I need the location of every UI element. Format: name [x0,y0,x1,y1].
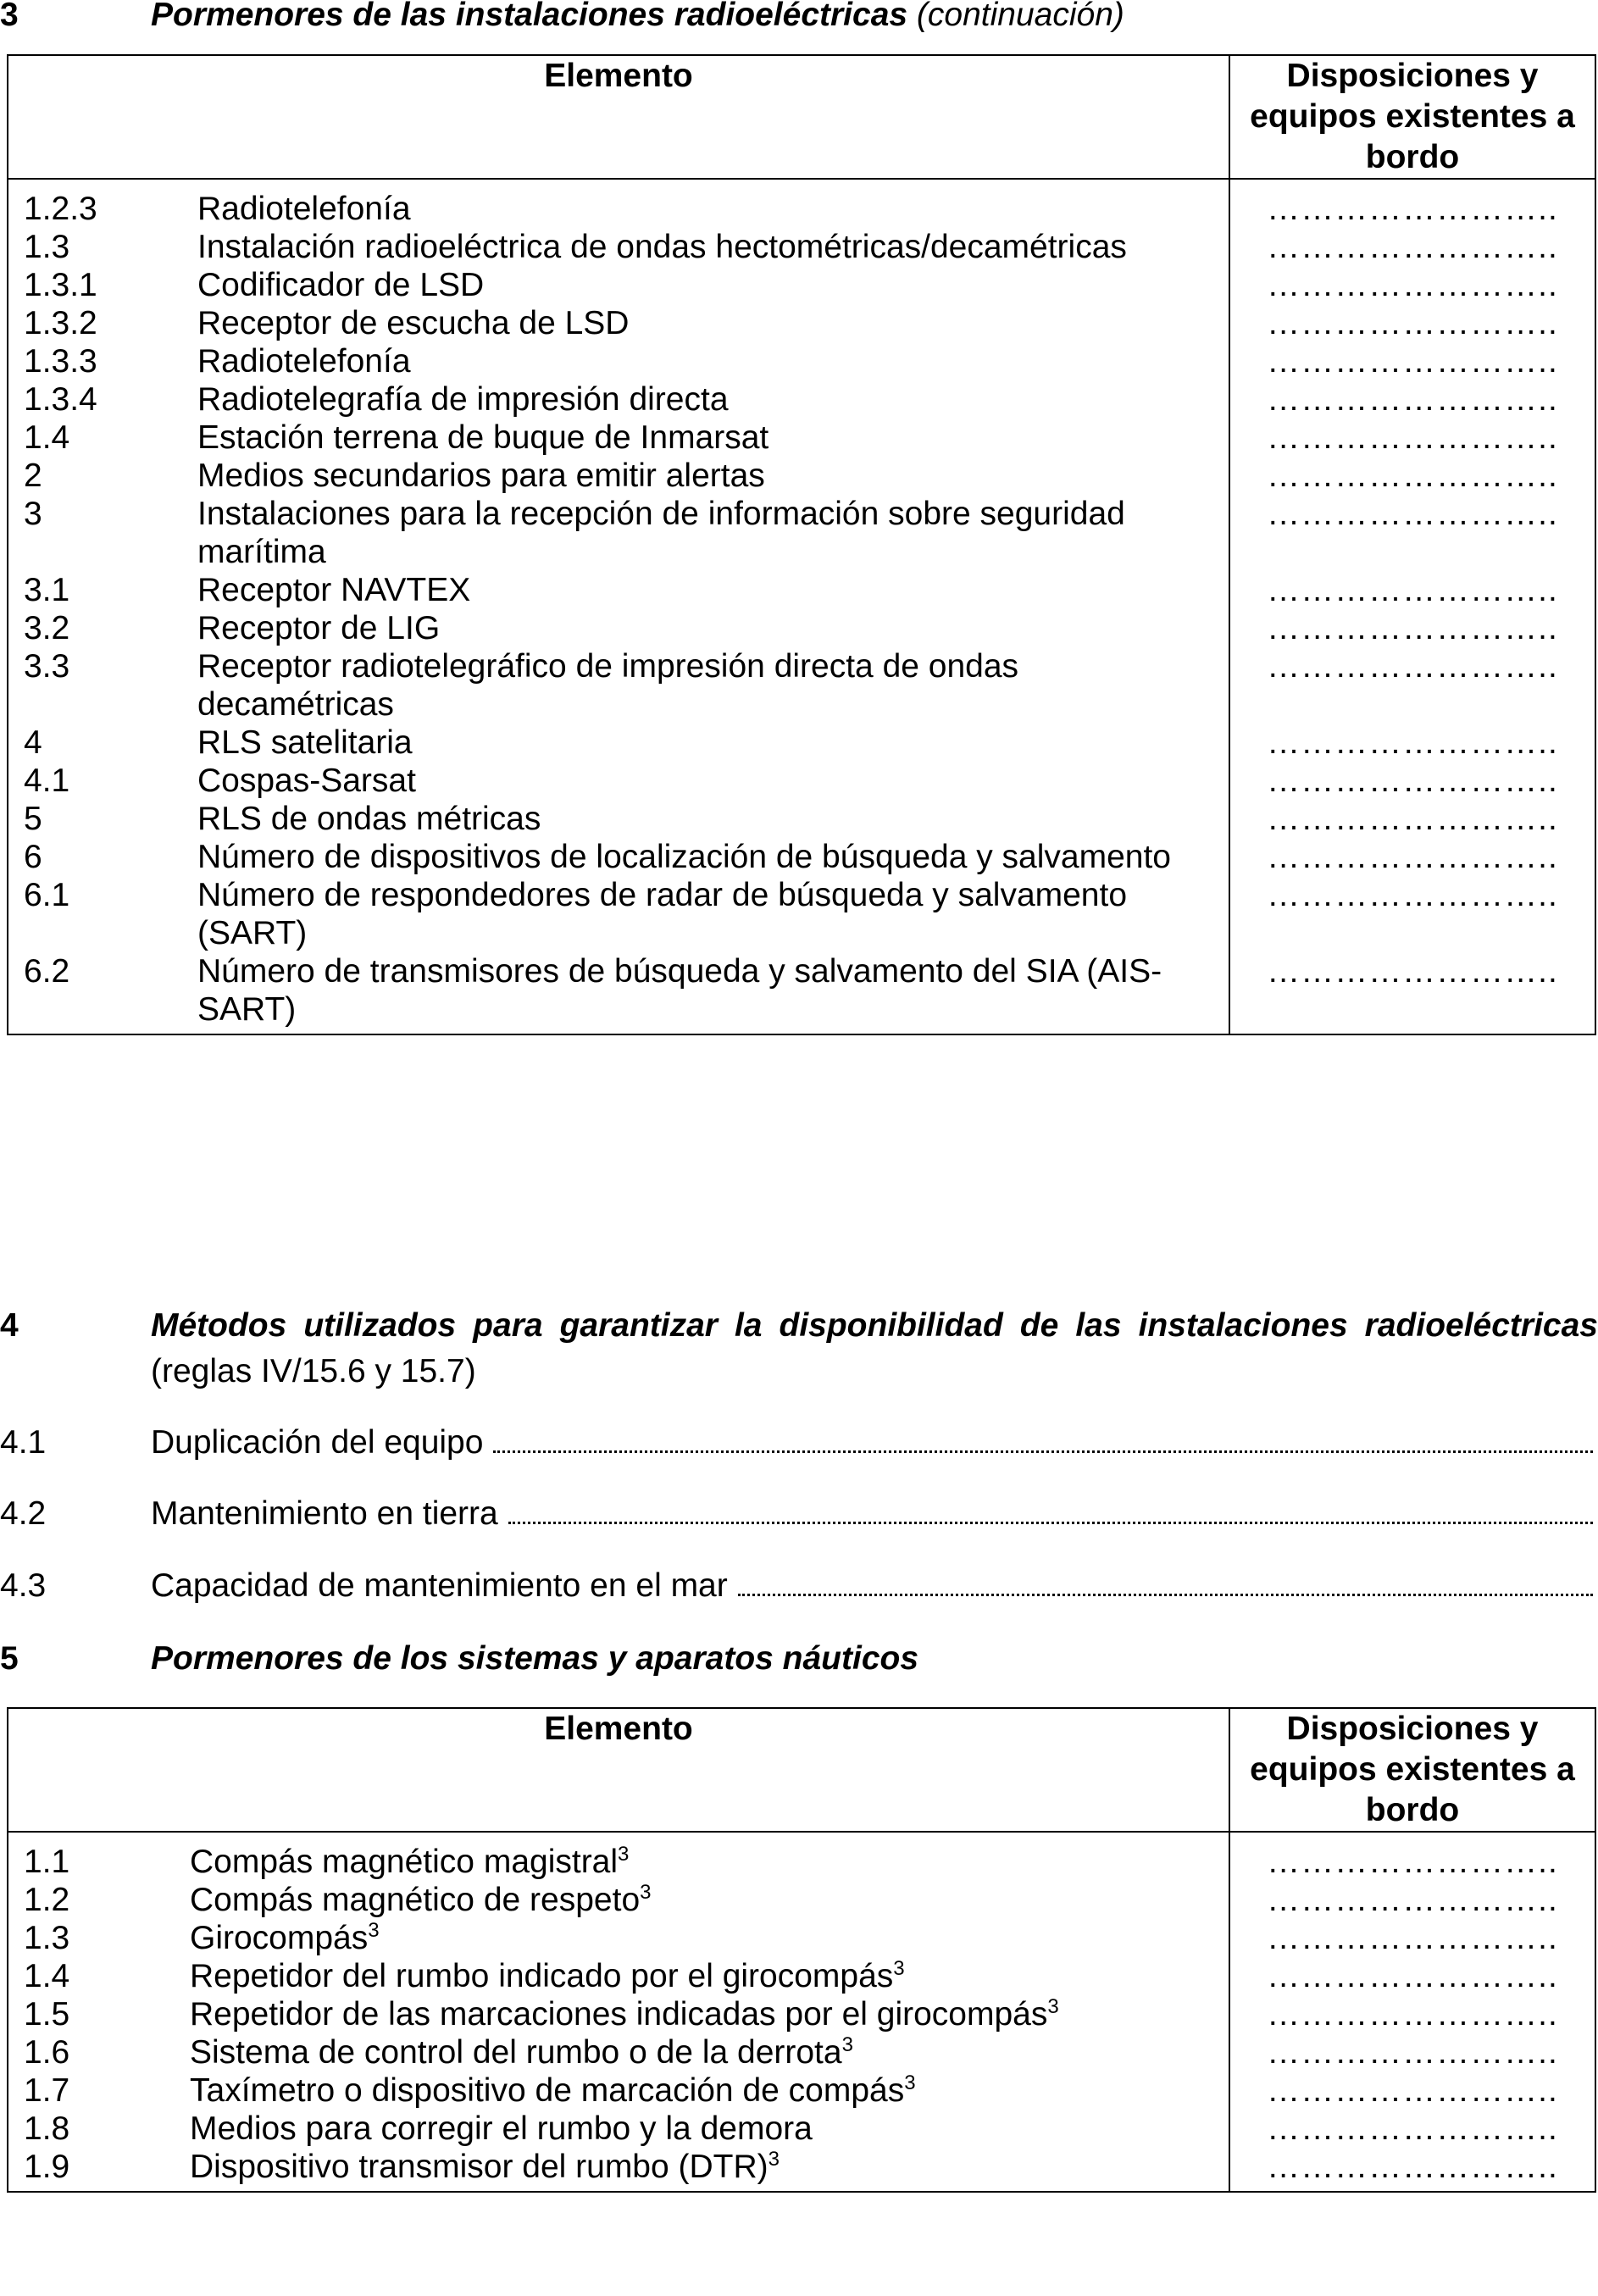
table-row [8,2148,1595,2192]
table-body [8,1832,1595,2192]
list-item [0,1494,1593,1534]
table-row [8,1919,1595,1957]
dispositions-cell: …………………….. [1229,2071,1595,2110]
row-number: 3.3 [24,648,70,685]
row-label [190,2148,1229,2186]
table-body [8,179,1595,1034]
element-cell [8,1832,1229,1881]
table-row [8,342,1595,380]
element-cell [8,419,1229,457]
row-label [197,419,1229,457]
dispositions-cell: …………………….. [1229,266,1595,304]
element-cell [8,1881,1229,1919]
element-cell [8,457,1229,495]
dispositions-cell: …………………….. [1229,762,1595,800]
dotted-leader [738,1594,1593,1596]
dispositions-cell: …………………….. [1229,952,1595,1034]
row-number: 1.3.3 [24,343,97,380]
element-cell [8,838,1229,876]
element-cell-content [8,571,1229,609]
footnote-marker: 3 [618,1843,630,1866]
element-cell [8,2148,1229,2192]
element-cell [8,2033,1229,2071]
table-row [8,571,1595,609]
row-label [197,724,1229,762]
element-cell [8,724,1229,762]
row-number: 1.3.4 [24,381,97,418]
row-label [197,876,1229,952]
footnote-marker: 3 [904,2071,916,2094]
row-number: 5 [24,801,42,837]
dotted-leader [493,1450,1593,1453]
element-cell-content [8,952,1229,1029]
element-cell-content [8,457,1229,495]
element-cell [8,647,1229,724]
section-title [151,0,1124,36]
row-label-text: Medios para corregir el rumbo y la demora [190,2110,813,2147]
row-label-text: Receptor radiotelegráfico de impresión directa de ondas decamétricas [197,648,1019,723]
dispositions-cell: …………………….. [1229,647,1595,724]
element-cell-content [8,2033,1229,2071]
element-cell-content [8,342,1229,380]
row-label [190,1843,1229,1881]
row-label-text: Instalación radioeléctrica de ondas hectométricas/decamétricas [197,229,1127,265]
row-label-text: Cospas-Sarsat [197,763,416,799]
table-header-row [8,55,1595,179]
section-title [151,1303,1598,1395]
row-label [190,2033,1229,2071]
row-label-text: Receptor de escucha de LSD [197,305,630,341]
element-cell [8,876,1229,952]
element-cell [8,1957,1229,1995]
row-label-text: Girocompás [190,1920,369,1956]
dispositions-cell: …………………….. [1229,1832,1595,1881]
dispositions-cell: …………………….. [1229,228,1595,266]
element-cell [8,228,1229,266]
row-label [190,1995,1229,2033]
element-cell-content [8,1881,1229,1919]
item-label: Capacidad de mantenimiento en el mar [151,1567,728,1604]
row-label-text: Codificador de LSD [197,267,485,303]
row-label [197,457,1229,495]
item-number: 4.3 [0,1567,47,1604]
row-label [197,304,1229,342]
element-cell [8,800,1229,838]
header-dispositions: Disposiciones y equipos existentes a bordo [1229,1708,1595,1832]
element-cell-content [8,609,1229,647]
element-cell [8,609,1229,647]
element-cell [8,380,1229,419]
element-cell-content [8,228,1229,266]
row-label [190,1919,1229,1957]
section-number: 5 [0,1640,19,1677]
row-number: 1.5 [24,1996,70,2033]
header-element: Elemento [8,1708,1229,1832]
row-number: 1.1 [24,1844,70,1880]
table-row [8,1832,1595,1881]
section-5-heading [0,1639,1598,1679]
row-label [197,800,1229,838]
item-number: 4.1 [0,1424,47,1461]
table-row [8,1957,1595,1995]
row-number: 1.2.3 [24,191,97,227]
dispositions-cell: …………………….. [1229,1881,1595,1919]
row-label [197,342,1229,380]
row-label [197,380,1229,419]
row-label-text: Estación terrena de buque de Inmarsat [197,419,769,456]
row-label-text: Medios secundarios para emitir alertas [197,458,765,494]
row-label [197,266,1229,304]
element-cell-content [8,876,1229,952]
section-title-text: Pormenores de los sistemas y aparatos náuticos [151,1640,919,1677]
table-row [8,179,1595,228]
table-row [8,495,1595,571]
row-label-text: Dispositivo transmisor del rumbo (DTR) [190,2149,768,2185]
row-number: 1.3.1 [24,267,97,303]
row-number: 1.3 [24,229,70,265]
radio-installations-table [7,54,1596,1035]
row-label [197,609,1229,647]
row-label-text: Receptor de LIG [197,610,441,646]
element-cell [8,495,1229,571]
section-title-text: Métodos utilizados para garantizar la disponibilidad de las instalaciones radioeléctricas [151,1307,1598,1344]
dispositions-cell: …………………….. [1229,1919,1595,1957]
table-row [8,304,1595,342]
item-number: 4.2 [0,1495,47,1532]
row-label [197,952,1229,1029]
table-row [8,2071,1595,2110]
row-number: 1.3.2 [24,305,97,341]
element-cell-content [8,2071,1229,2110]
section-title [151,1639,918,1679]
list-item [0,1566,1593,1606]
row-label-text: Compás magnético magistral [190,1844,619,1880]
table-row [8,380,1595,419]
table-row [8,762,1595,800]
dispositions-cell: …………………….. [1229,724,1595,762]
row-label-text: Radiotelefonía [197,191,411,227]
element-cell [8,342,1229,380]
element-cell-content [8,838,1229,876]
footnote-marker: 3 [893,1957,905,1980]
element-cell-content [8,762,1229,800]
row-label-text: Instalaciones para la recepción de información sobre seguridad marítima [197,496,1125,570]
footnote-marker: 3 [1047,1995,1059,2018]
row-label-text: Radiotelegrafía de impresión directa [197,381,729,418]
element-cell-content [8,495,1229,571]
row-label [190,2071,1229,2110]
row-label [197,495,1229,571]
section-number: 3 [0,0,19,33]
dotted-leader [508,1522,1593,1524]
element-cell [8,2110,1229,2148]
element-cell-content [8,266,1229,304]
element-cell-content [8,380,1229,419]
row-number: 1.9 [24,2149,70,2185]
element-cell [8,1919,1229,1957]
row-label-text: RLS de ondas métricas [197,801,541,837]
table-row [8,1881,1595,1919]
section-title-text: Pormenores de las instalaciones radioeléctricas [151,0,908,33]
row-label-text: Repetidor de las marcaciones indicadas por el girocompás [190,1996,1048,2033]
dispositions-cell: …………………….. [1229,1995,1595,2033]
row-label [190,1957,1229,1995]
dispositions-cell: …………………….. [1229,876,1595,952]
header-element: Elemento [8,55,1229,179]
row-label-text: Receptor NAVTEX [197,572,471,608]
row-number: 1.4 [24,419,70,456]
table-row [8,609,1595,647]
row-number: 1.4 [24,1958,70,1994]
table-row [8,1995,1595,2033]
row-label [197,647,1229,724]
table-row [8,838,1595,876]
table-row [8,2033,1595,2071]
row-label-text: Compás magnético de respeto [190,1882,641,1918]
dispositions-cell: …………………….. [1229,179,1595,228]
item-label: Mantenimiento en tierra [151,1495,498,1532]
dispositions-cell: …………………….. [1229,609,1595,647]
element-cell-content [8,190,1229,228]
row-label-text: Número de respondedores de radar de búsqueda y salvamento (SART) [197,877,1128,951]
row-label-text: RLS satelitaria [197,724,413,761]
element-cell-content [8,2110,1229,2148]
section-3-heading [0,0,1598,36]
row-label-text: Número de dispositivos de localización de búsqueda y salvamento [197,839,1171,875]
row-label-text: Taxímetro o dispositivo de marcación de compás [190,2072,905,2109]
row-number: 1.2 [24,1882,70,1918]
navigation-systems-table [7,1707,1596,2193]
dispositions-cell: …………………….. [1229,2033,1595,2071]
dispositions-cell: …………………….. [1229,342,1595,380]
table-row [8,800,1595,838]
row-number: 1.8 [24,2110,70,2147]
footnote-marker: 3 [640,1881,652,1904]
element-cell-content [8,1995,1229,2033]
list-item [0,1423,1593,1463]
dispositions-cell: …………………….. [1229,2110,1595,2148]
row-number: 6.2 [24,953,70,990]
row-label-text: Repetidor del rumbo indicado por el girocompás [190,1958,894,1994]
row-label [197,838,1229,876]
row-number: 2 [24,458,42,494]
row-label-text: Número de transmisores de búsqueda y salvamento del SIA (AIS-SART) [197,953,1162,1028]
table-row [8,266,1595,304]
dispositions-cell: …………………….. [1229,838,1595,876]
row-label-text: Radiotelefonía [197,343,411,380]
table-row [8,457,1595,495]
element-cell [8,304,1229,342]
row-label-text: Sistema de control del rumbo o de la derrota [190,2034,842,2071]
table-row [8,952,1595,1034]
row-number: 1.6 [24,2034,70,2071]
row-number: 3 [24,496,42,532]
row-number: 1.7 [24,2072,70,2109]
dispositions-cell: …………………….. [1229,571,1595,609]
row-label [197,571,1229,609]
table-row [8,419,1595,457]
row-number: 1.3 [24,1920,70,1956]
header-dispositions: Disposiciones y equipos existentes a bordo [1229,55,1595,179]
element-cell-content [8,419,1229,457]
dispositions-cell: …………………….. [1229,2148,1595,2192]
element-cell-content [8,2148,1229,2186]
element-cell [8,571,1229,609]
dispositions-cell: …………………….. [1229,800,1595,838]
table-row [8,876,1595,952]
row-label [190,1881,1229,1919]
dispositions-cell: …………………….. [1229,1957,1595,1995]
row-number: 6 [24,839,42,875]
row-label [197,190,1229,228]
item-label: Duplicación del equipo [151,1424,484,1461]
dispositions-cell: …………………….. [1229,380,1595,419]
footnote-marker: 3 [368,1919,380,1942]
row-label [197,228,1229,266]
row-number: 3.2 [24,610,70,646]
element-cell-content [8,800,1229,838]
footnote-marker: 3 [841,2033,853,2056]
dispositions-cell: …………………….. [1229,419,1595,457]
table-row [8,228,1595,266]
element-cell [8,762,1229,800]
row-number: 4.1 [24,763,70,799]
element-cell-content [8,304,1229,342]
table-row [8,2110,1595,2148]
dispositions-cell: …………………….. [1229,495,1595,571]
row-number: 6.1 [24,877,70,913]
section-title-suffix: (continuación) [916,0,1124,33]
row-label [190,2110,1229,2148]
element-cell-content [8,1957,1229,1995]
element-cell [8,2071,1229,2110]
row-label [197,762,1229,800]
element-cell [8,179,1229,228]
section-title-suffix: (reglas IV/15.6 y 15.7) [151,1353,476,1389]
element-cell [8,1995,1229,2033]
element-cell-content [8,1843,1229,1881]
row-number: 4 [24,724,42,761]
element-cell [8,266,1229,304]
footnote-marker: 3 [768,2148,780,2171]
dispositions-cell: …………………….. [1229,457,1595,495]
element-cell-content [8,724,1229,762]
table-row [8,724,1595,762]
element-cell [8,952,1229,1034]
table-row [8,647,1595,724]
section-number: 4 [0,1307,19,1344]
element-cell-content [8,1919,1229,1957]
table-header-row [8,1708,1595,1832]
row-number: 3.1 [24,572,70,608]
element-cell-content [8,647,1229,724]
dispositions-cell: …………………….. [1229,304,1595,342]
